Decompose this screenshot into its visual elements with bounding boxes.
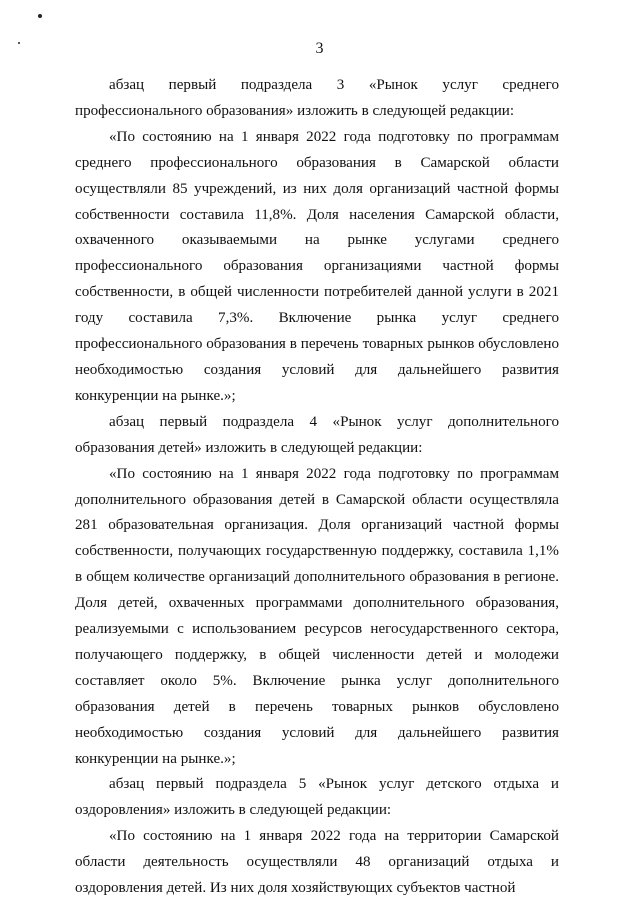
paragraph-amendment-subsection-4: абзац первый подраздела 4 «Рынок услуг дополнительного образования детей» изложить в следующей редакции: [75, 413, 559, 456]
paragraph-children-recreation-text: «По состоянию на 1 января 2022 года на территории Самарской области деятельность осуществляли 48 организаций отдыха и оздоровления детей. Из них доля хозяйствующих субъектов частной [75, 828, 559, 897]
paragraph-amendment-subsection-3: абзац первый подраздела 3 «Рынок услуг среднего профессионального образования» изложить в следующей редакции: [75, 77, 559, 119]
paragraph-additional-education-text: «По состоянию на 1 января 2022 года подготовку по программам дополнительного образования детей в Самарской области осуществляла 281 образовательная организация. Доля организаций частной формы собственности, получающих государственную поддержку, составила 1,1% в общем количестве организаций дополнительного образования в регионе. Доля детей, охваченных программами дополнительного образования, реализуемыми с использованием ресурсов негосударственного сектора, получающего поддержку, в общей численности детей и молодежи составляет около 5%. Включение рынка услуг дополнительного образования детей в перечень товарных рынков обусловлено необходимостью создания условий для дальнейшего развития конкуренции на рынке.»; [75, 465, 559, 767]
scan-speck [38, 14, 42, 18]
page-number: 3 [315, 40, 324, 57]
document-body [75, 73, 559, 902]
paragraph-amendment-subsection-5: абзац первый подраздела 5 «Рынок услуг детского отдыха и оздоровления» изложить в следующей редакции: [75, 776, 559, 819]
paragraph-vocational-education-text: «По состоянию на 1 января 2022 года подготовку по программам среднего профессионального образования в Самарской области осуществляли 85 учреждений, из них доля организаций частной формы собственности составила 11,8%. Доля населения Самарской области, охваченного оказываемыми на рынке услугами среднего профессионального образования организациями частной формы собственности, в общей численности потребителей данной услуги в 2021 году составила 7,3%. Включение рынка услуг среднего профессионального образования в перечень товарных рынков обусловлено необходимостью создания условий для дальнейшего развития конкуренции на рынке.»; [75, 128, 559, 404]
